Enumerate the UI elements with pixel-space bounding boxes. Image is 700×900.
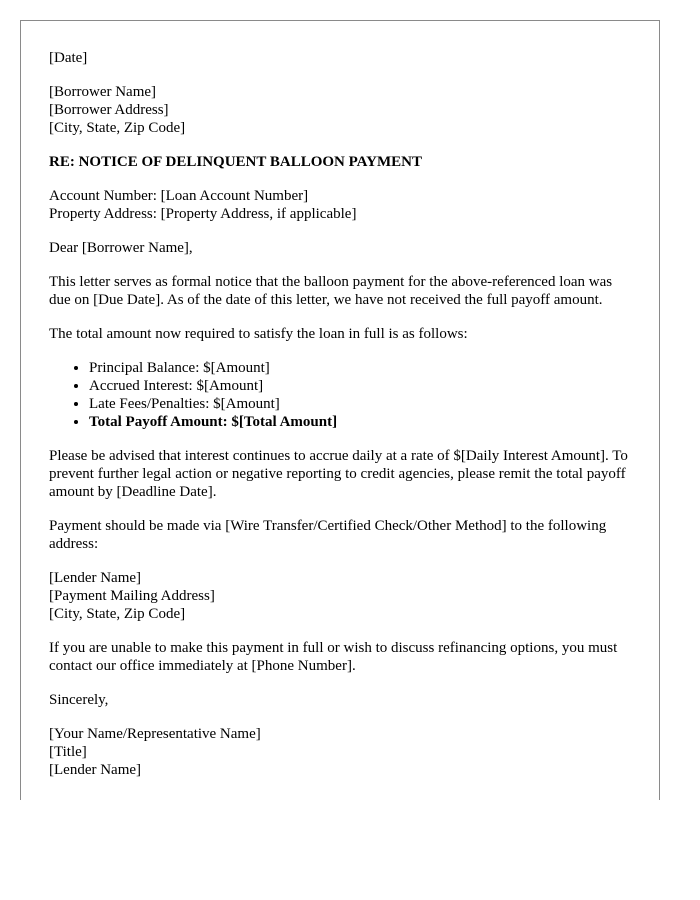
signature-lender-name: [Lender Name]	[49, 762, 142, 778]
salutation: Dear [Borrower Name],	[49, 240, 193, 256]
recipient-address: [Borrower Address]	[49, 102, 169, 118]
subject-line: RE: NOTICE OF DELINQUENT BALLOON PAYMENT	[49, 154, 422, 170]
letter-date: [Date]	[49, 50, 88, 66]
signature-name: [Your Name/Representative Name]	[49, 726, 261, 742]
payment-method-paragraph: Payment should be made via [Wire Transfer/Certified Check/Other Method] to the following address:	[49, 518, 607, 552]
principal-balance-item: • Principal Balance: $[Amount]	[89, 359, 634, 377]
accrued-interest-item: • Accrued Interest: $[Amount]	[89, 377, 634, 395]
date-block	[49, 49, 634, 67]
payment-lender-name: [Lender Name]	[49, 570, 142, 586]
notice-paragraph: This letter serves as formal notice that the balloon payment for the above-referenced loan was due on [Due Date]. As of the date of this letter, we have not received the full payoff amount.	[49, 274, 613, 308]
signature-block	[49, 725, 634, 779]
interest-paragraph: Please be advised that interest continues to accrue daily at a rate of $[Daily Interest Amount]. To prevent further legal action or negative reporting to credit agencies, please remit the total payoff amount by [Deadline Date].	[49, 448, 628, 500]
late-fees-item: • Late Fees/Penalties: $[Amount]	[89, 395, 634, 413]
account-number-line: Account Number: [Loan Account Number]	[49, 188, 309, 204]
contact-paragraph: If you are unable to make this payment in full or wish to discuss refinancing options, you must contact our office immediately at [Phone Number].	[49, 640, 618, 674]
payment-city-state-zip: [City, State, Zip Code]	[49, 606, 186, 622]
closing-line: Sincerely,	[49, 692, 109, 708]
account-info-block	[49, 187, 634, 223]
letter-content	[49, 49, 634, 795]
amounts-list	[49, 359, 634, 431]
payment-mailing-address: [Payment Mailing Address]	[49, 588, 215, 604]
recipient-city-state-zip: [City, State, Zip Code]	[49, 120, 186, 136]
signature-title: [Title]	[49, 744, 87, 760]
letter-page	[20, 20, 660, 800]
total-payoff-item: • Total Payoff Amount: $[Total Amount]	[89, 413, 634, 431]
recipient-block	[49, 83, 634, 137]
property-address-line: Property Address: [Property Address, if applicable]	[49, 206, 357, 222]
recipient-name: [Borrower Name]	[49, 84, 157, 100]
amount-intro-paragraph: The total amount now required to satisfy the loan in full is as follows:	[49, 326, 468, 342]
payment-address-block	[49, 569, 634, 623]
